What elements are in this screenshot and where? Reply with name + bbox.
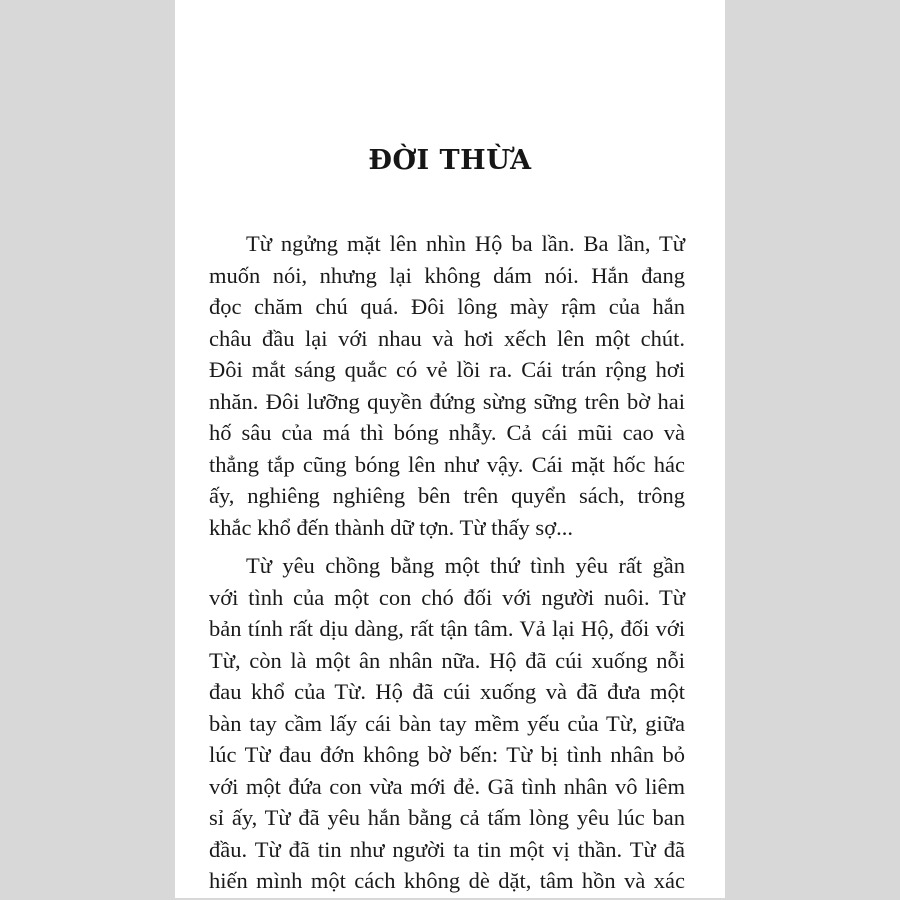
text-line: đau khổ của Từ. Hộ đã cúi xuống và đã đưa một (209, 679, 685, 704)
text-line: Từ yêu chồng bằng một thứ tình yêu rất gần (246, 553, 685, 578)
text-line: Đôi mắt sáng quắc có vẻ lồi ra. Cái trán rộng hơi (209, 357, 685, 382)
text-line: bàn tay cầm lấy cái bàn tay mềm yếu của Từ, giữa (209, 710, 685, 736)
text-line: châu đầu lại với nhau và hơi xếch lên một chút. (209, 325, 685, 351)
text-line: Từ ngửng mặt lên nhìn Hộ ba lần. Ba lần, Từ (246, 231, 685, 256)
text-line: khắc khổ đến thành dữ tợn. Từ thấy sợ... (209, 514, 573, 540)
text-line: sỉ ấy, Từ đã yêu hắn bằng cả tấm lòng yêu lúc ban (209, 805, 685, 830)
text-line: nhăn. Đôi lưỡng quyền đứng sừng sững trên bờ hai (209, 388, 685, 414)
text-line: hố sâu của má thì bóng nhẫy. Cả cái mũi cao và (209, 420, 685, 445)
paragraph-1 (209, 228, 685, 543)
text-line: Từ, còn là một ân nhân nữa. Hộ đã cúi xuống nỗi (209, 647, 685, 673)
text-line: với tình của một con chó đối với người nuôi. Từ (209, 584, 685, 610)
text-line: lúc Từ đau đớn không bờ bến: Từ bị tình nhân bỏ (209, 742, 685, 767)
chapter-title: ĐỜI THỪA (368, 145, 532, 176)
paragraph-gap (209, 543, 685, 550)
chapter-body (209, 228, 685, 897)
text-line: hiến mình một cách không dè dặt, tâm hồn và xác (209, 868, 685, 893)
text-line: muốn nói, nhưng lại không dám nói. Hắn đang (209, 262, 685, 288)
text-line: đọc chăm chú quá. Đôi lông mày rậm của hắn (209, 294, 685, 319)
text-line: với một đứa con vừa mới đẻ. Gã tình nhân vô liêm (209, 773, 685, 799)
book-page (175, 0, 725, 898)
text-line: đầu. Từ đã tin như người ta tin một vị thần. Từ đã (209, 836, 685, 862)
text-line: thẳng tắp cũng bóng lên như vậy. Cái mặt hốc hác (209, 451, 685, 477)
paragraph-2 (209, 550, 685, 897)
text-line: ấy, nghiêng nghiêng bên trên quyển sách, trông (209, 483, 685, 508)
text-line: bản tính rất dịu dàng, rất tận tâm. Vả lại Hộ, đối với (209, 616, 685, 641)
